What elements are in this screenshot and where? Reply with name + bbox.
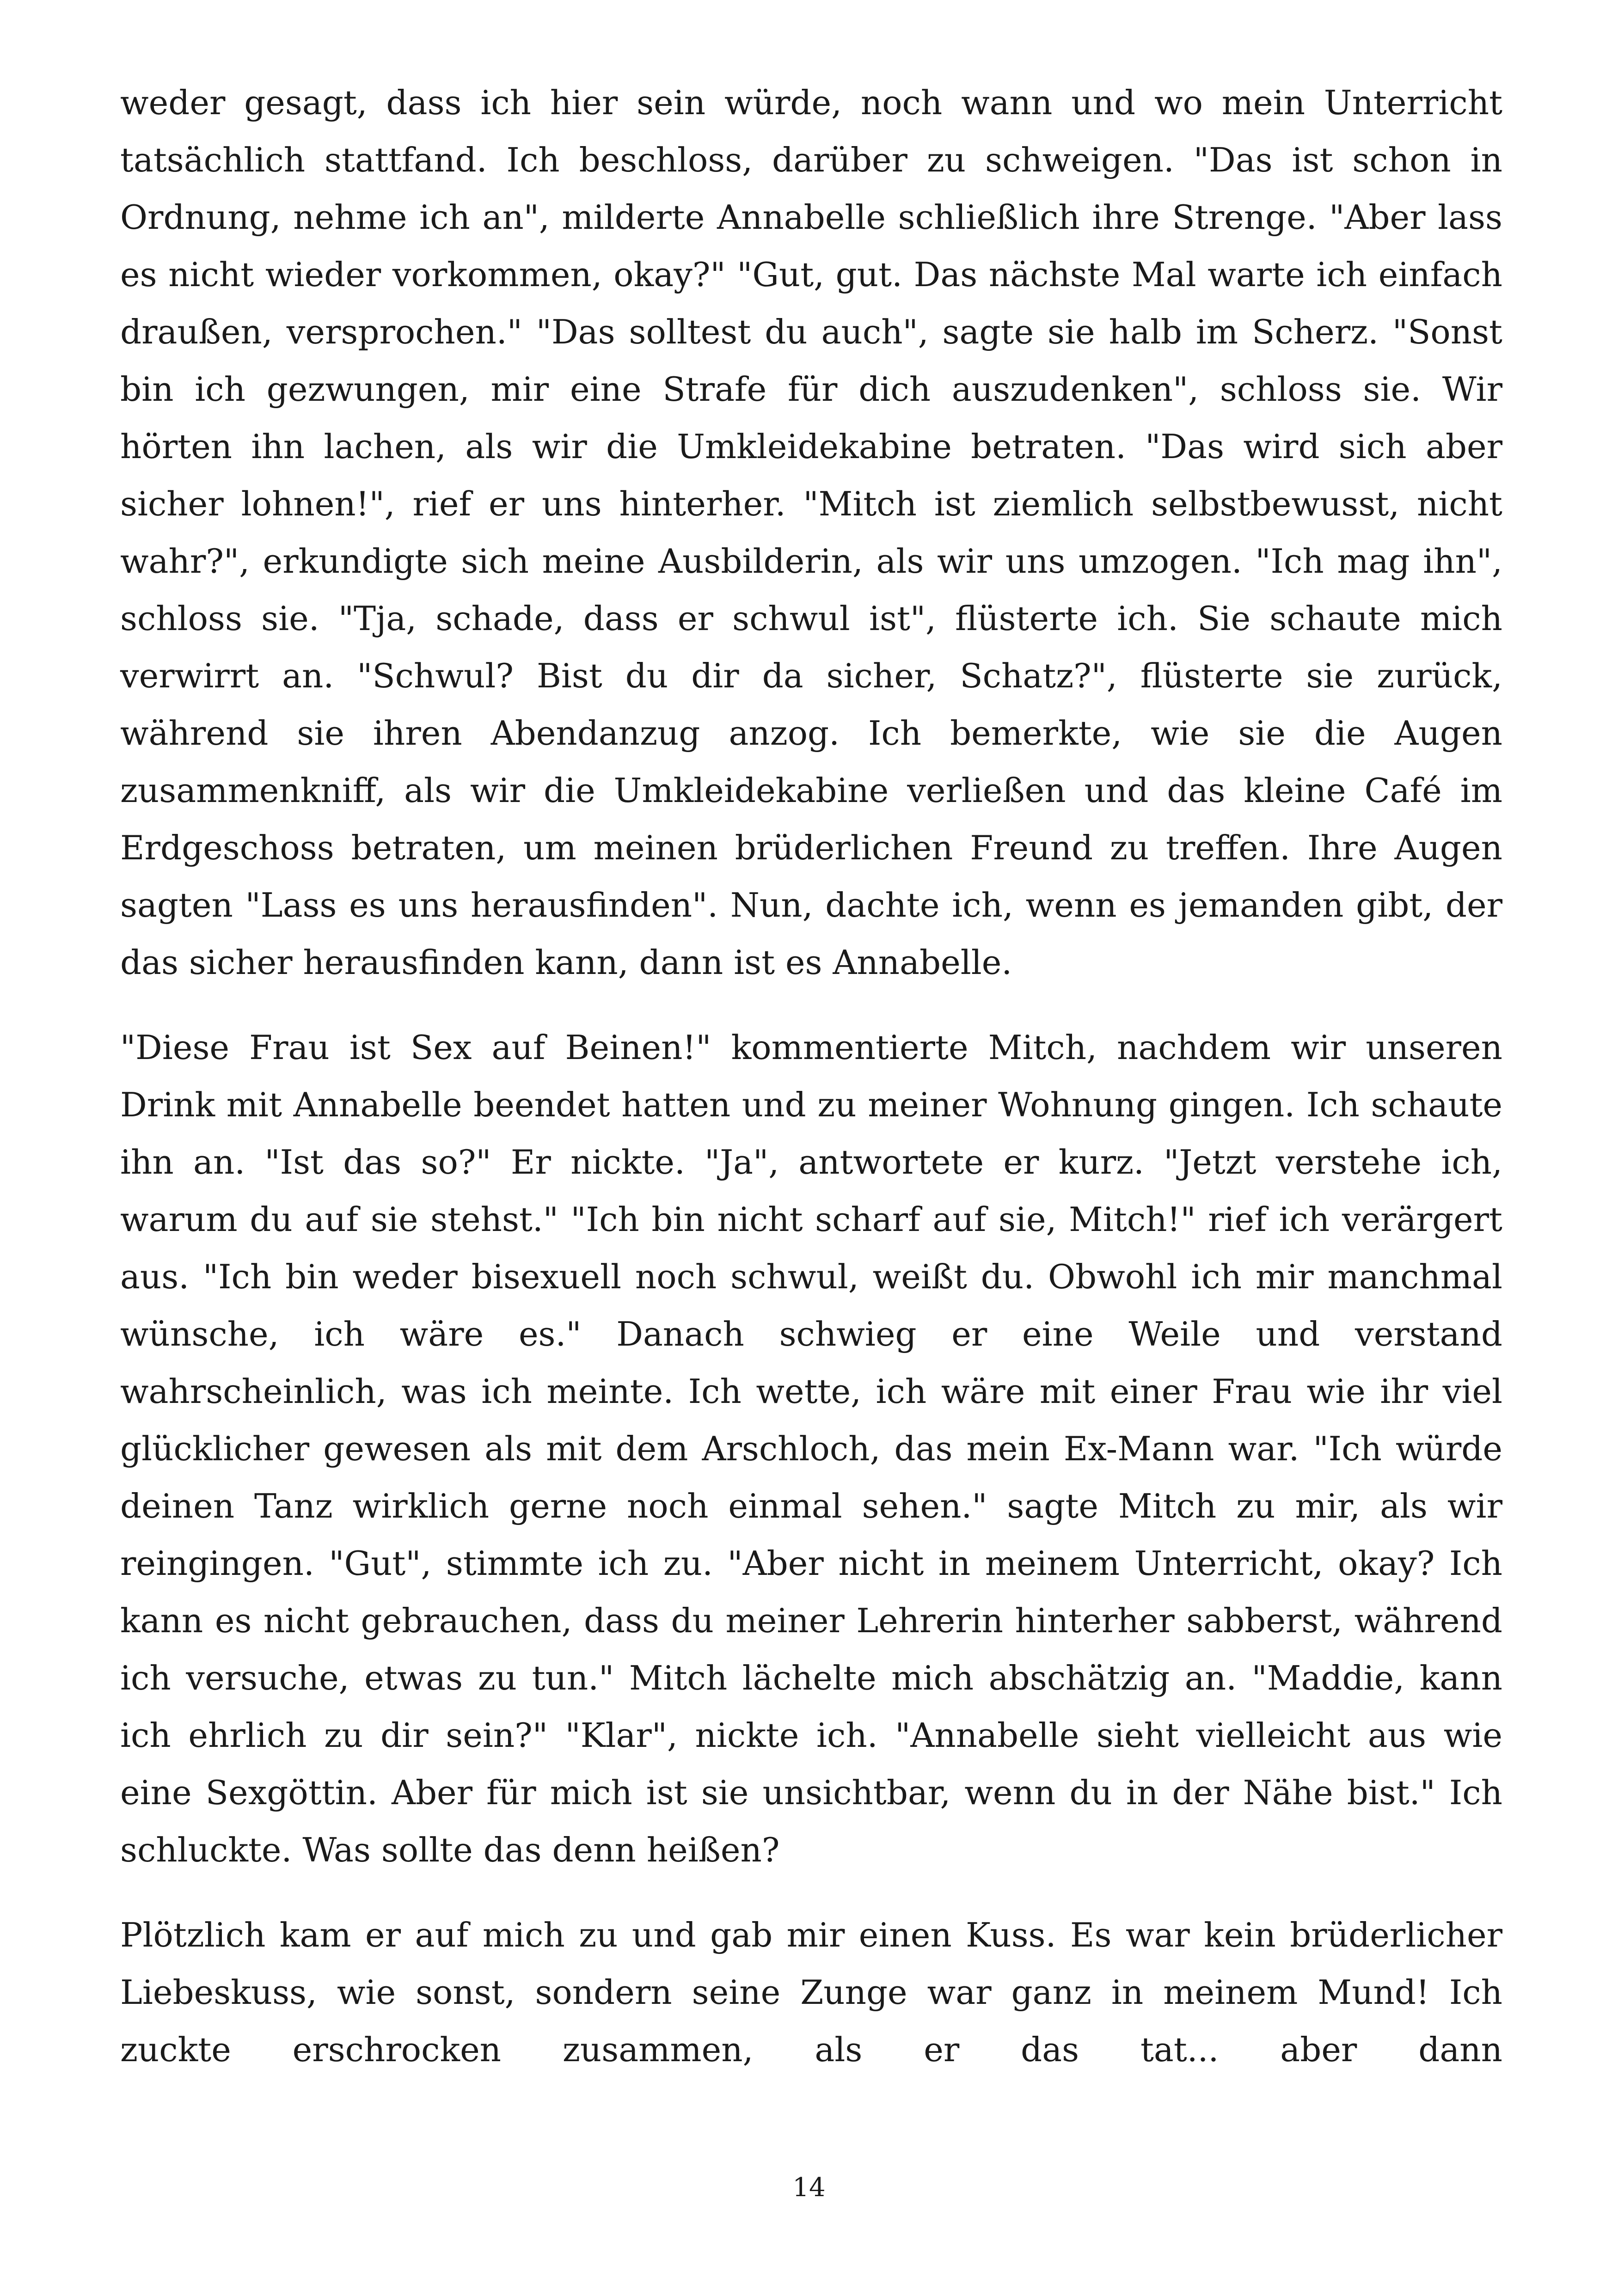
page-number: 14 bbox=[792, 2173, 826, 2203]
document-page bbox=[120, 74, 1502, 2106]
paragraph: "Diese Frau ist Sex auf Beinen!" kommentierte Mitch, nachdem wir unseren Drink mit Annabelle beendet hatten und zu meiner Wohnung gingen. Ich schaute ihn an. "Ist das so?" Er nickte. "Ja", antwortete er kurz. "Jetzt verstehe ich, warum du auf sie stehst." "Ich bin nicht scharf auf sie, Mitch!" rief ich verärgert aus. "Ich bin weder bisexuell noch schwul, weißt du. Obwohl ich mir manchmal wünsche, ich wäre es." Danach schwieg er eine Weile und verstand wahrscheinlich, was ich meinte. Ich wette, ich wäre mit einer Frau wie ihr viel glücklicher gewesen als mit dem Arschloch, das mein Ex-Mann war. "Ich würde deinen Tanz wirklich gerne noch einmal sehen." sagte Mitch zu mir, als wir reingingen. "Gut", stimmte ich zu. "Aber nicht in meinem Unterricht, okay? Ich kann es nicht gebrauchen, dass du meiner Lehrerin hinterher sabberst, während ich versuche, etwas zu tun." Mitch lächelte mich abschätzig an. "Maddie, kann ich ehrlich zu dir sein?" "Klar", nickte ich. "Annabelle sieht vielleicht aus wie eine Sexgöttin. Aber für mich ist sie unsichtbar, wenn du in der Nähe bist." Ich schluckte. Was sollte das denn heißen? bbox=[120, 1028, 1502, 1869]
paragraph: weder gesagt, dass ich hier sein würde, noch wann und wo mein Unterricht tatsächlich stattfand. Ich beschloss, darüber zu schweigen. "Das ist schon in Ordnung, nehme ich an", milderte Annabelle schließlich ihre Strenge. "Aber lass es nicht wieder vorkommen, okay?" "Gut, gut. Das nächste Mal warte ich einfach draußen, versprochen." "Das solltest du auch", sagte sie halb im Scherz. "Sonst bin ich gezwungen, mir eine Strafe für dich auszudenken", schloss sie. Wir hörten ihn lachen, als wir die Umkleidekabine betraten. "Das wird sich aber sicher lohnen!", rief er uns hinterher. "Mitch ist ziemlich selbstbewusst, nicht wahr?", erkundigte sich meine Ausbilderin, als wir uns umzogen. "Ich mag ihn", schloss sie. "Tja, schade, dass er schwul ist", flüsterte ich. Sie schaute mich verwirrt an. "Schwul? Bist du dir da sicher, Schatz?", flüsterte sie zurück, während sie ihren Abendanzug anzog. Ich bemerkte, wie sie die Augen zusammenkniff, als wir die Umkleidekabine verließen und das kleine Café im Erdgeschoss betraten, um meinen brüderlichen Freund zu treffen. Ihre Augen sagten "Lass es uns herausfinden". Nun, dachte ich, wenn es jemanden gibt, der das sicher herausfinden kann, dann ist es Annabelle. bbox=[120, 83, 1502, 982]
paragraph: Plötzlich kam er auf mich zu und gab mir einen Kuss. Es war kein brüderlicher Liebeskuss, wie sonst, sondern seine Zunge war ganz in meinem Mund! Ich zuckte erschrocken zusammen, als er das tat... aber dann bbox=[120, 1916, 1502, 2069]
